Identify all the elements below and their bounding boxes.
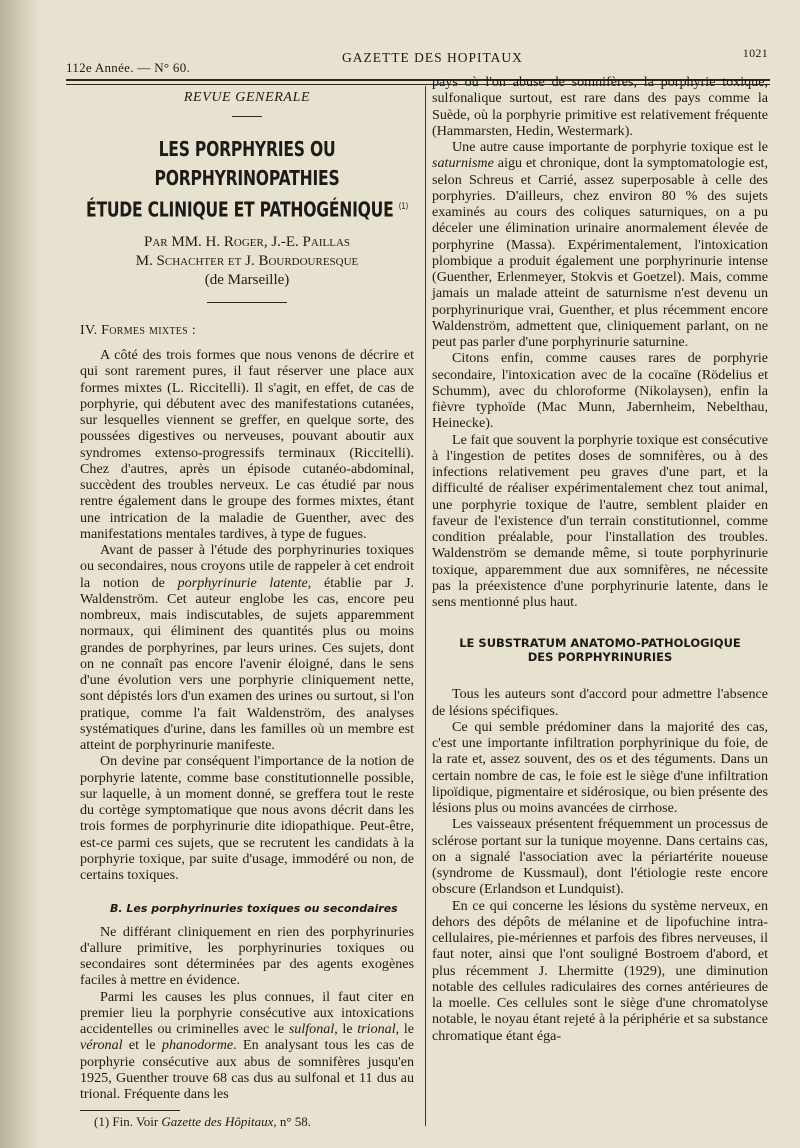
right-column xyxy=(432,74,768,1044)
authors-block xyxy=(80,233,414,290)
title-line-1: LES PORPHYRIES OU PORPHYRINOPATHIES xyxy=(154,137,340,191)
page-edge-shadow xyxy=(0,0,40,1148)
paragraph: Les vaisseaux présentent fréquemment un processus de sclérose portant sur la tunique moyenne. Dans certains cas, on a signalé l'association avec la périartérite noueuse (syndrome de Kussmaul), dont l'étiologie reste encore obscure (Erlandson et Lundquist). xyxy=(432,816,768,898)
authors-rule xyxy=(207,302,287,303)
paragraph: Parmi les causes les plus connues, il faut citer en premier lieu la porphyrie consécutive aux intoxications accidentelles ou criminelles avec le sulfonal, le trional, le véronal et le phanodorme. En analysant tous les cas de porphyrie consécutive aux abus de somnifères jusqu'en 1925, Guenther trouve 68 cas dus au sulfonal et 11 dus au trional. Fréquente dans les xyxy=(80,988,415,1103)
paragraph: Ne différant cliniquement en rien des porphyrinuries d'allure primitive, les porphyrinuries toxiques ou secondaires sont déterminées par des agents exogènes faciles à mettre en évidence. xyxy=(80,923,414,989)
column-divider xyxy=(425,86,426,1126)
paragraph: Citons enfin, comme causes rares de porphyrie secondaire, l'intoxication avec de la cocaïne (Rödelius et Schumm), avec du chloroforme (Nikolaysen), enfin la fièvre typhoïde (Mac Munn, Jabernheim, Nebelthau, Heinecke). xyxy=(432,350,768,432)
authors-affiliation: (de Marseille) xyxy=(204,271,290,288)
authors-line-1: Par MM. H. Roger, J.-E. Paillas xyxy=(143,233,351,250)
paragraph: On devine par conséquent l'importance de la notion de porphyrie latente, comme base constitutionnelle possible, sur laquelle, à un moment donné, se greffera tout le reste du cortège symptomatique que nous avons décrit dans les trois formes de porphyrinurie dite idiopathique. Peut-être, est-ce parmi ces sujets, que se recrutent les candidats à la porphyrie toxique, par suite d'usage, immodéré ou non, de certains toxiques. xyxy=(80,753,414,884)
title-footnote-mark: (1) xyxy=(398,202,408,213)
subsection-heading-b: B. Les porphyrinuries toxiques ou secondaires xyxy=(110,902,398,916)
heading-line-1: LE SUBSTRATUM ANATOMO-PATHOLOGIQUE xyxy=(459,636,741,651)
left-column xyxy=(80,90,414,1131)
footnote: (1) Fin. Voir Gazette des Hôpitaux, n° 58. xyxy=(94,1114,312,1130)
paragraph: Ce qui semble prédominer dans la majorité des cas, c'est une importante infiltration porphyrinique du foie, de la rate et, assez souvent, des os et des téguments. Dans un certain nombre de cas, le foie est le siège d'une infiltration lipoïdique, pigmentaire et sidérosique, ou bien présente des lésions plus ou moins avancées de cirrhose. xyxy=(432,718,768,816)
paragraph: Avant de passer à l'étude des porphyrinuries toxiques ou secondaires, nous croyons utile de rappeler à cet endroit la notion de porphyrinurie latente, établie par J. Waldenström. Cet auteur englobe les cas, encore peu nombreux, mais indiscutables, de sujets apparemment normaux, qui éliminent des quantités plus ou moins grandes de porphyrines, par leurs urines. Ces sujets, dont on ne connaît pas encore l'avenir éloigné, dans le sens d'une évolution vers une porphyrie cliniquement nette, sont dépistés lors d'un examen des urines ou surtout, si l'on pratique, comme l'a fait Waldenström, des analyses systématiques d'urine, dans les familles où un membre est atteint de porphyrinurie manifeste. xyxy=(80,542,414,754)
heading-line-2: DES PORPHYRINURIES xyxy=(527,650,673,665)
issue-label: 112e Année. — N° 60. xyxy=(66,60,191,75)
paragraph: Une autre cause importante de porphyrie toxique est le saturnisme aigu et chronique, dont la symptomatologie est, selon Schreus et Carrié, assez superposable à celle des porphyries. D'ailleurs, chez environ 80 % des sujets examinés au cours des coliques saturniques, on a pu déceler une élimination urinaire anormalement élevée de porphyrine (Massa). Expérimentalement, l'intoxication plombique a produit également une porphyrinurie intense (Guenther, Erlenmeyer, Stokvis et Goetzel). Mais, comme jamais un malade atteint de saturnisme n'est devenu un porphyrinurique vrai, Guenther, et plus récemment encore Waldenström, admettent que, cliniquement parlant, on ne peut pas parler d'une porphyrinurie saturnine. xyxy=(432,139,768,350)
title-line-2: ÉTUDE CLINIQUE ET PATHOGÉNIQUE $^{(1)}$ xyxy=(86,197,408,222)
section-heading-iv: IV. Formes mixtes : xyxy=(80,322,197,338)
kicker-rule xyxy=(232,116,262,117)
paragraph: pays où l'on abuse de somnifères, la porphyrie toxique, sulfonalique surtout, est rare dans des pays comme la Suède, où la porphyrie primitive est relativement fréquente (Hammarsten, Hedin, Westermark). xyxy=(432,74,768,139)
paragraph: En ce qui concerne les lésions du système nerveux, en dehors des dépôts de mélanine et de lipofuchine intra-cellulaires, pie-mériennes et parfois des fibres nerveuses, il faut noter, ainsi que l'ont souligné Bostroem d'abord, et plus récemment J. Lhermitte (1929), une diminution notable des cellules radiculaires des cornes antérieures de la moelle. Ces cellules sont le siège d'une chromatolyse notable, le noyau étant rejeté à la périphérie et sa substance chromatique étant éga- xyxy=(432,897,768,1044)
section-heading-substratum xyxy=(432,636,768,664)
paragraph: Le fait que souvent la porphyrie toxique est consécutive à l'ingestion de petites doses de somnifères, ou à des infections relativement peu graves d'une part, et la difficulté de réaliser expérimentalement chez tout animal, une porphyrie toxique de l'autre, semblent plaider en faveur de l'existence d'un terrain constitutionnel, comme condition préalable, pour l'installation des troubles. Waldenström se demande même, si toute porphyrinurie toxique, apparemment due aux somnifères, ne nécessite pas la préexistence d'une porphyrinurie latente, dans le sens mentionné plus haut. xyxy=(432,431,768,610)
paragraph: A côté des trois formes que nous venons de décrire et qui sont rarement pures, il faut réserver une place aux formes mixtes (L. Riccitelli). Il s'agit, en effet, de cas de porphyrie, qui débutent avec des manifestations cutanées, sur lesquelles viennent se greffer, en quelque sorte, des poussées digestives ou nerveuses, pouvant aboutir aux syndromes extenso-progressifs terminaux (Riccitelli). Chez d'autres, après un épisode cutanéo-abdominal, succèdent des troubles nerveux. Le cas étudié par nous rentre également dans le groupe des formes mixtes, étant une intrication de la maladie de Guenther, avec des manifestations mentales tardives, à type de fugues. xyxy=(80,347,414,542)
page-number: 1021 xyxy=(742,46,768,60)
authors-line-2: M. Schachter et J. Bourdouresque xyxy=(135,252,359,269)
journal-title: GAZETTE DES HOPITAUX xyxy=(342,50,523,65)
paragraph: Tous les auteurs sont d'accord pour admettre l'absence de lésions spécifiques. xyxy=(432,686,768,719)
page-header xyxy=(66,46,768,75)
section-kicker: REVUE GENERALE xyxy=(183,90,311,105)
footnote-rule xyxy=(80,1110,180,1111)
article-title xyxy=(79,135,414,225)
